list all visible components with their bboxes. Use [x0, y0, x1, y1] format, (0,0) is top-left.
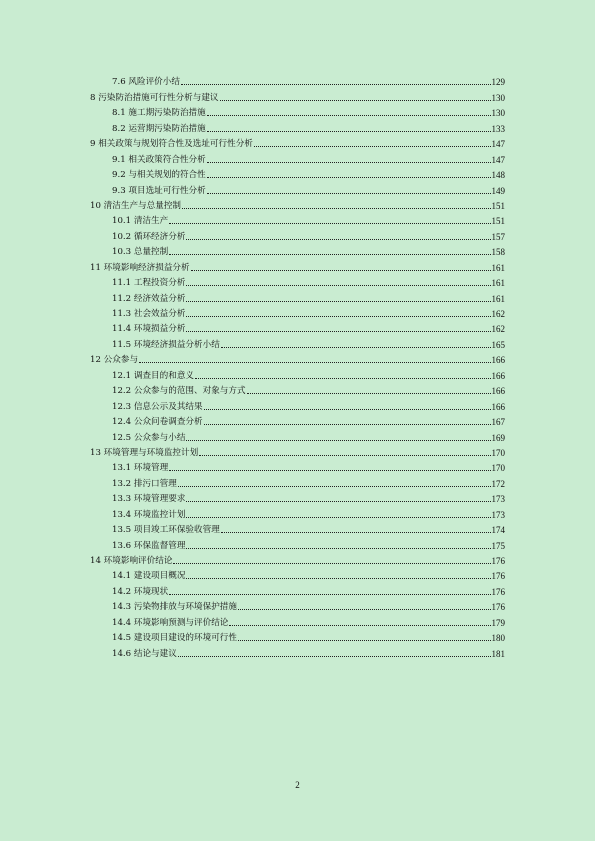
toc-entry-title: 14.2 环境现状 — [112, 586, 169, 597]
toc-entry[interactable] — [90, 412, 505, 427]
toc-entry-title: 13.1 环境管理 — [112, 463, 169, 474]
toc-leader-dots — [186, 300, 490, 302]
toc-leader-dots — [207, 176, 491, 178]
toc-entry[interactable] — [90, 149, 505, 164]
toc-entry[interactable] — [90, 396, 505, 411]
toc-leader-dots — [221, 346, 491, 348]
toc-entry-page: 180 — [491, 633, 505, 644]
toc-entry[interactable] — [90, 628, 505, 643]
toc-leader-dots — [169, 469, 490, 471]
toc-entry[interactable] — [90, 103, 505, 118]
toc-entry-title: 14.5 建设项目建设的环境可行性 — [112, 633, 237, 644]
toc-entry-title: 12.5 公众参与小结 — [112, 432, 186, 443]
toc-entry-title: 11.1 工程投资分析 — [112, 278, 186, 289]
toc-leader-dots — [186, 439, 490, 441]
toc-entry[interactable] — [90, 87, 505, 102]
toc-leader-dots — [207, 192, 491, 194]
toc-entry-page: 166 — [491, 355, 505, 366]
toc-entry-title: 10 清洁生产与总量控制 — [90, 200, 182, 211]
toc-entry[interactable] — [90, 535, 505, 550]
toc-entry-page: 157 — [491, 231, 505, 242]
toc-entry-title: 13 环境管理与环境监控计划 — [90, 447, 199, 458]
toc-leader-dots — [186, 547, 490, 549]
toc-entry-title: 11 环境影响经济损益分析 — [90, 262, 190, 273]
toc-entry-page: 176 — [491, 602, 505, 613]
toc-entry-title: 13.6 环保监督管理 — [112, 540, 186, 551]
toc-leader-dots — [178, 485, 491, 487]
toc-entry[interactable] — [90, 381, 505, 396]
toc-entry-title: 7.6 风险评价小结 — [112, 77, 180, 88]
toc-entry[interactable] — [90, 443, 505, 458]
toc-leader-dots — [139, 361, 490, 363]
toc-entry-page: 169 — [491, 432, 505, 443]
toc-entry-page: 148 — [491, 170, 505, 181]
toc-leader-dots — [204, 423, 491, 425]
toc-entry-title: 8 污染防治措施可行性分析与建议 — [90, 92, 219, 103]
toc-entry-page: 170 — [491, 463, 505, 474]
toc-leader-dots — [207, 130, 491, 132]
toc-leader-dots — [186, 516, 490, 518]
toc-entry[interactable] — [90, 473, 505, 488]
toc-entry-title: 13.4 环境监控计划 — [112, 509, 186, 520]
toc-entry-page: 130 — [491, 108, 505, 119]
toc-leader-dots — [186, 284, 490, 286]
toc-entry-page: 174 — [491, 525, 505, 536]
toc-entry-title: 12 公众参与 — [90, 355, 139, 366]
toc-entry-page: 147 — [491, 154, 505, 165]
toc-entry-page: 161 — [491, 262, 505, 273]
toc-entry-title: 9.1 相关政策符合性分析 — [112, 154, 206, 165]
toc-entry[interactable] — [90, 304, 505, 319]
toc-entry-title: 14.4 环境影响预测与评价结论 — [112, 617, 229, 628]
toc-entry-title: 13.3 环境管理要求 — [112, 494, 186, 505]
toc-entry[interactable] — [90, 134, 505, 149]
toc-entry-page: 166 — [491, 386, 505, 397]
toc-leader-dots — [173, 562, 490, 564]
toc-entry-page: 176 — [491, 586, 505, 597]
toc-entry-page: 147 — [491, 139, 505, 150]
toc-entry[interactable] — [90, 350, 505, 365]
toc-leader-dots — [195, 377, 490, 379]
toc-entry-page: 161 — [491, 293, 505, 304]
toc-leader-dots — [247, 392, 491, 394]
toc-entry[interactable] — [90, 489, 505, 504]
toc-entry-page: 149 — [491, 185, 505, 196]
toc-entry-title: 11.5 环境经济损益分析小结 — [112, 339, 220, 350]
toc-leader-dots — [191, 269, 491, 271]
toc-leader-dots — [181, 83, 491, 85]
toc-entry-page: 181 — [491, 648, 505, 659]
toc-leader-dots — [169, 222, 490, 224]
toc-leader-dots — [199, 454, 490, 456]
toc-entry-page: 158 — [491, 247, 505, 258]
toc-entry-title: 12.1 调查目的和意义 — [112, 370, 195, 381]
toc-entry[interactable] — [90, 257, 505, 272]
toc-entry-title: 11.4 环境损益分析 — [112, 324, 186, 335]
toc-entry-title: 8.1 施工期污染防治措施 — [112, 108, 206, 119]
toc-entry-title: 13.5 项目竣工环保验收管理 — [112, 525, 220, 536]
toc-leader-dots — [186, 577, 490, 579]
toc-entry-title: 12.3 信息公示及其结果 — [112, 401, 203, 412]
toc-entry-page: 161 — [491, 278, 505, 289]
toc-entry[interactable] — [90, 427, 505, 442]
toc-entry[interactable] — [90, 504, 505, 519]
toc-entry-page: 179 — [491, 617, 505, 628]
toc-entry-title: 10.2 循环经济分析 — [112, 231, 186, 242]
toc-leader-dots — [238, 639, 491, 641]
toc-leader-dots — [186, 330, 490, 332]
toc-entry[interactable] — [90, 334, 505, 349]
toc-leader-dots — [207, 114, 491, 116]
toc-entry[interactable] — [90, 273, 505, 288]
toc-entry[interactable] — [90, 551, 505, 566]
toc-leader-dots — [178, 655, 491, 657]
toc-leader-dots — [169, 593, 490, 595]
toc-entry-title: 9.3 项目选址可行性分析 — [112, 185, 206, 196]
toc-entry[interactable] — [90, 597, 505, 612]
toc-entry-title: 14 环境影响评价结论 — [90, 556, 173, 566]
toc-entry-page: 129 — [491, 77, 505, 88]
toc-leader-dots — [207, 161, 491, 163]
toc-leader-dots — [186, 315, 490, 317]
toc-entry-title: 11.3 社会效益分析 — [112, 309, 186, 319]
table-of-contents — [90, 72, 505, 659]
toc-entry-page: 130 — [491, 92, 505, 103]
toc-entry-page: 162 — [491, 309, 505, 319]
toc-entry[interactable] — [90, 319, 505, 334]
toc-entry[interactable] — [90, 196, 505, 211]
toc-leader-dots — [186, 500, 490, 502]
toc-entry[interactable] — [90, 118, 505, 133]
toc-entry[interactable] — [90, 520, 505, 535]
toc-entry-title: 9.2 与相关规划的符合性 — [112, 170, 206, 181]
toc-entry-title: 9 相关政策与规划符合性及选址可行性分析 — [90, 139, 253, 150]
toc-entry-title: 12.2 公众参与的范围、对象与方式 — [112, 386, 246, 397]
toc-entry-title: 10.3 总量控制 — [112, 247, 169, 258]
toc-entry-page: 176 — [491, 571, 505, 582]
toc-entry-title: 8.2 运营期污染防治措施 — [112, 123, 206, 134]
toc-entry[interactable] — [90, 288, 505, 303]
toc-entry-title: 14.3 污染物排放与环境保护措施 — [112, 602, 237, 613]
toc-entry[interactable] — [90, 211, 505, 226]
toc-entry-title: 13.2 排污口管理 — [112, 478, 177, 489]
toc-leader-dots — [229, 624, 490, 626]
toc-leader-dots — [169, 253, 490, 255]
toc-leader-dots — [186, 238, 490, 240]
toc-entry-page: 167 — [491, 417, 505, 428]
toc-entry[interactable] — [90, 566, 505, 581]
toc-entry-title: 14.1 建设项目概况 — [112, 571, 186, 582]
toc-leader-dots — [221, 531, 491, 533]
toc-entry[interactable] — [90, 72, 505, 87]
toc-entry[interactable] — [90, 458, 505, 473]
toc-entry[interactable] — [90, 165, 505, 180]
toc-leader-dots — [220, 99, 491, 101]
toc-leader-dots — [204, 408, 491, 410]
toc-entry[interactable] — [90, 643, 505, 658]
toc-entry-page: 162 — [491, 324, 505, 335]
toc-entry-page: 133 — [491, 123, 505, 134]
toc-entry-page: 173 — [491, 509, 505, 520]
toc-entry-title: 14.6 结论与建议 — [112, 648, 177, 659]
page-number: 2 — [295, 780, 300, 790]
toc-leader-dots — [238, 608, 491, 610]
toc-entry-title: 11.2 经济效益分析 — [112, 293, 186, 304]
toc-entry-page: 176 — [491, 556, 505, 566]
toc-entry[interactable] — [90, 242, 505, 257]
toc-entry[interactable] — [90, 612, 505, 627]
toc-leader-dots — [182, 207, 490, 209]
toc-entry-title: 10.1 清洁生产 — [112, 216, 169, 227]
toc-entry-page: 172 — [491, 478, 505, 489]
toc-entry[interactable] — [90, 180, 505, 195]
toc-entry-page: 170 — [491, 447, 505, 458]
toc-entry[interactable] — [90, 226, 505, 241]
toc-entry[interactable] — [90, 581, 505, 596]
toc-entry-page: 173 — [491, 494, 505, 505]
toc-entry-page: 151 — [491, 216, 505, 227]
toc-entry[interactable] — [90, 365, 505, 380]
toc-entry-title: 12.4 公众问卷调查分析 — [112, 417, 203, 428]
toc-entry-page: 166 — [491, 401, 505, 412]
toc-entry-page: 175 — [491, 540, 505, 551]
toc-entry-page: 166 — [491, 370, 505, 381]
toc-leader-dots — [254, 145, 491, 147]
toc-entry-page: 151 — [491, 200, 505, 211]
toc-entry-page: 165 — [491, 339, 505, 350]
